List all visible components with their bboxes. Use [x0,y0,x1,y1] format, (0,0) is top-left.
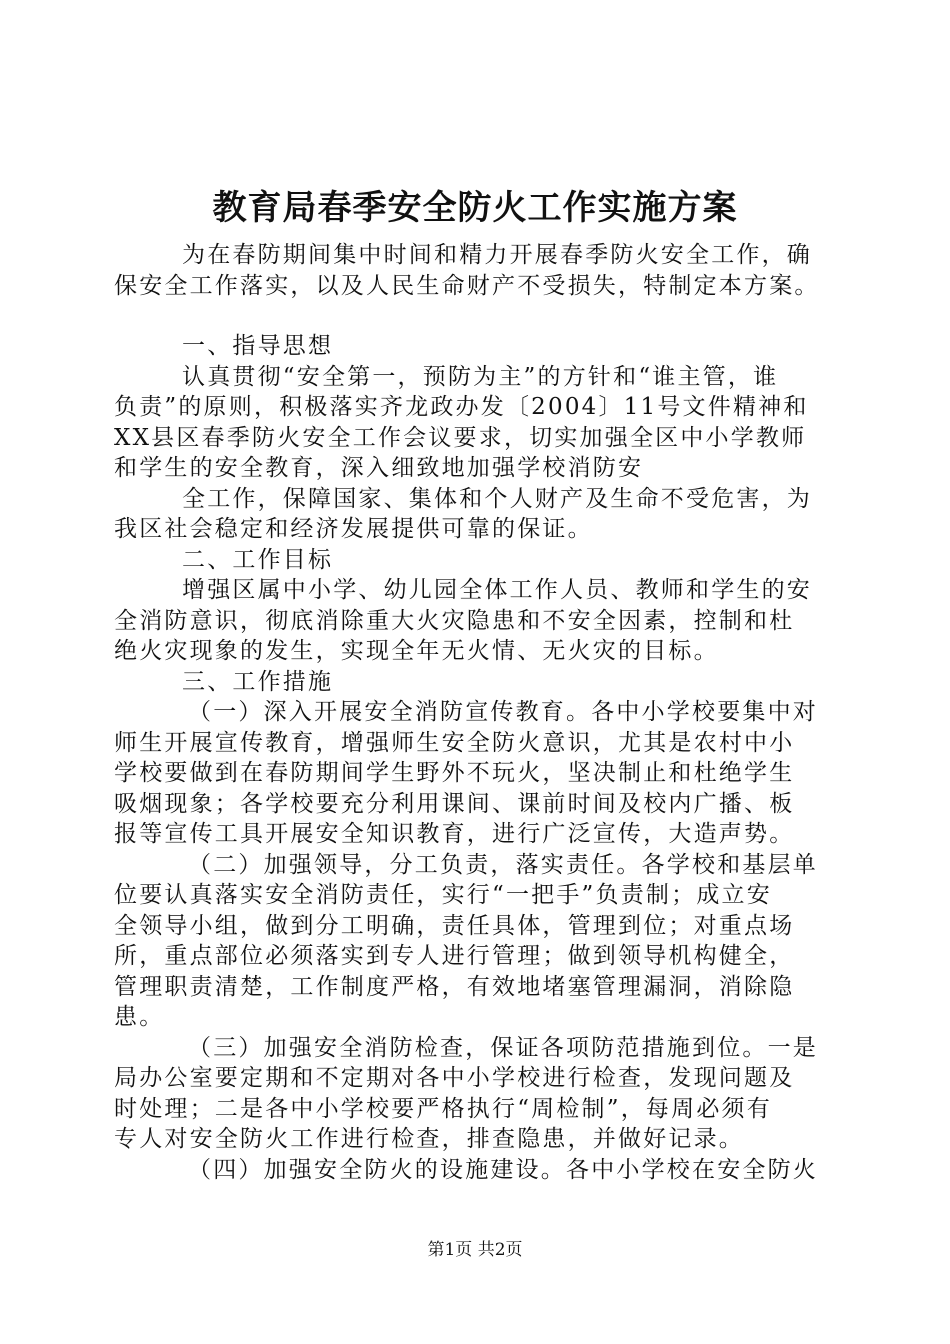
paragraph-line: 学校要做到在春防期间学生野外不玩火，坚决制止和杜绝学生 [114,760,795,786]
paragraph-line: 患。 [114,1004,165,1030]
paragraph-line: 吸烟现象；各学校要充分利用课间、课前时间及校内广播、板 [114,790,795,817]
paragraph-line: 位要认真落实安全消防责任，实行“一把手”负责制；成立安 [114,882,772,908]
paragraph-line: 报等宣传工具开展安全知识教育，进行广泛宣传，大造声势。 [114,821,795,847]
paragraph-line: 我区社会稳定和经济发展提供可靠的保证。 [114,516,593,542]
section-heading: 三、工作措施 [182,668,334,695]
paragraph-line: 专人对安全防火工作进行检查，排查隐患，并做好记录。 [114,1126,744,1152]
document-title: 教育局春季安全防火工作实施方案 [212,188,738,228]
paragraph-line: 师生开展宣传教育，增强师生安全防火意识，尤其是农村中小 [114,729,795,756]
paragraph-line: 绝火灾现象的发生，实现全年无火情、无火灾的目标。 [114,638,719,664]
paragraph-line: （一）深入开展安全消防宣传教育。各中小学校要集中对 [188,699,818,725]
paragraph-line: 和学生的安全教育，深入细致地加强学校消防安 [114,455,644,481]
paragraph-line: 局办公室要定期和不定期对各中小学校进行检查，发现问题及 [114,1065,795,1091]
section-heading: 二、工作目标 [182,546,334,573]
paragraph-line: 负责”的原则，积极落实齐龙政办发〔2004〕11号文件精神和 [114,394,809,420]
paragraph-line: XX县区春季防火安全工作会议要求，切实加强全区中小学教师 [114,424,807,451]
page-number-footer: 第1页 共2页 [427,1240,523,1260]
paragraph-line: 保安全工作落实，以及人民生命财产不受损失，特制定本方案。 [114,272,820,299]
paragraph-line: 全领导小组，做到分工明确，责任具体，管理到位；对重点场 [114,912,795,939]
paragraph-line: 所，重点部位必须落实到专人进行管理；做到领导机构健全， [114,943,795,969]
paragraph-line: 全工作，保障国家、集体和个人财产及生命不受危害，为 [182,485,812,512]
paragraph-line: 认真贯彻“安全第一，预防为主”的方针和“谁主管，谁 [182,363,779,390]
paragraph-line: （三）加强安全消防检查，保证各项防范措施到位。一是 [188,1034,818,1061]
paragraph-line: （四）加强安全防火的设施建设。各中小学校在安全防火 [188,1156,818,1183]
paragraph-line: 时处理；二是各中小学校要严格执行“周检制”，每周必须有 [114,1095,772,1122]
document-body [114,240,834,1185]
paragraph-line: 增强区属中小学、幼儿园全体工作人员、教师和学生的安 [182,577,812,603]
paragraph-line: （二）加强领导，分工负责，落实责任。各学校和基层单 [188,851,818,878]
section-heading: 一、指导思想 [182,333,334,359]
paragraph-line: 管理职责清楚，工作制度严格，有效地堵塞管理漏洞，消除隐 [114,973,795,1000]
paragraph-line: 为在春防期间集中时间和精力开展春季防火安全工作，确 [182,242,812,268]
paragraph-gap [114,301,834,331]
paragraph-line: 全消防意识，彻底消除重大火灾隐患和不安全因素，控制和杜 [114,607,795,634]
